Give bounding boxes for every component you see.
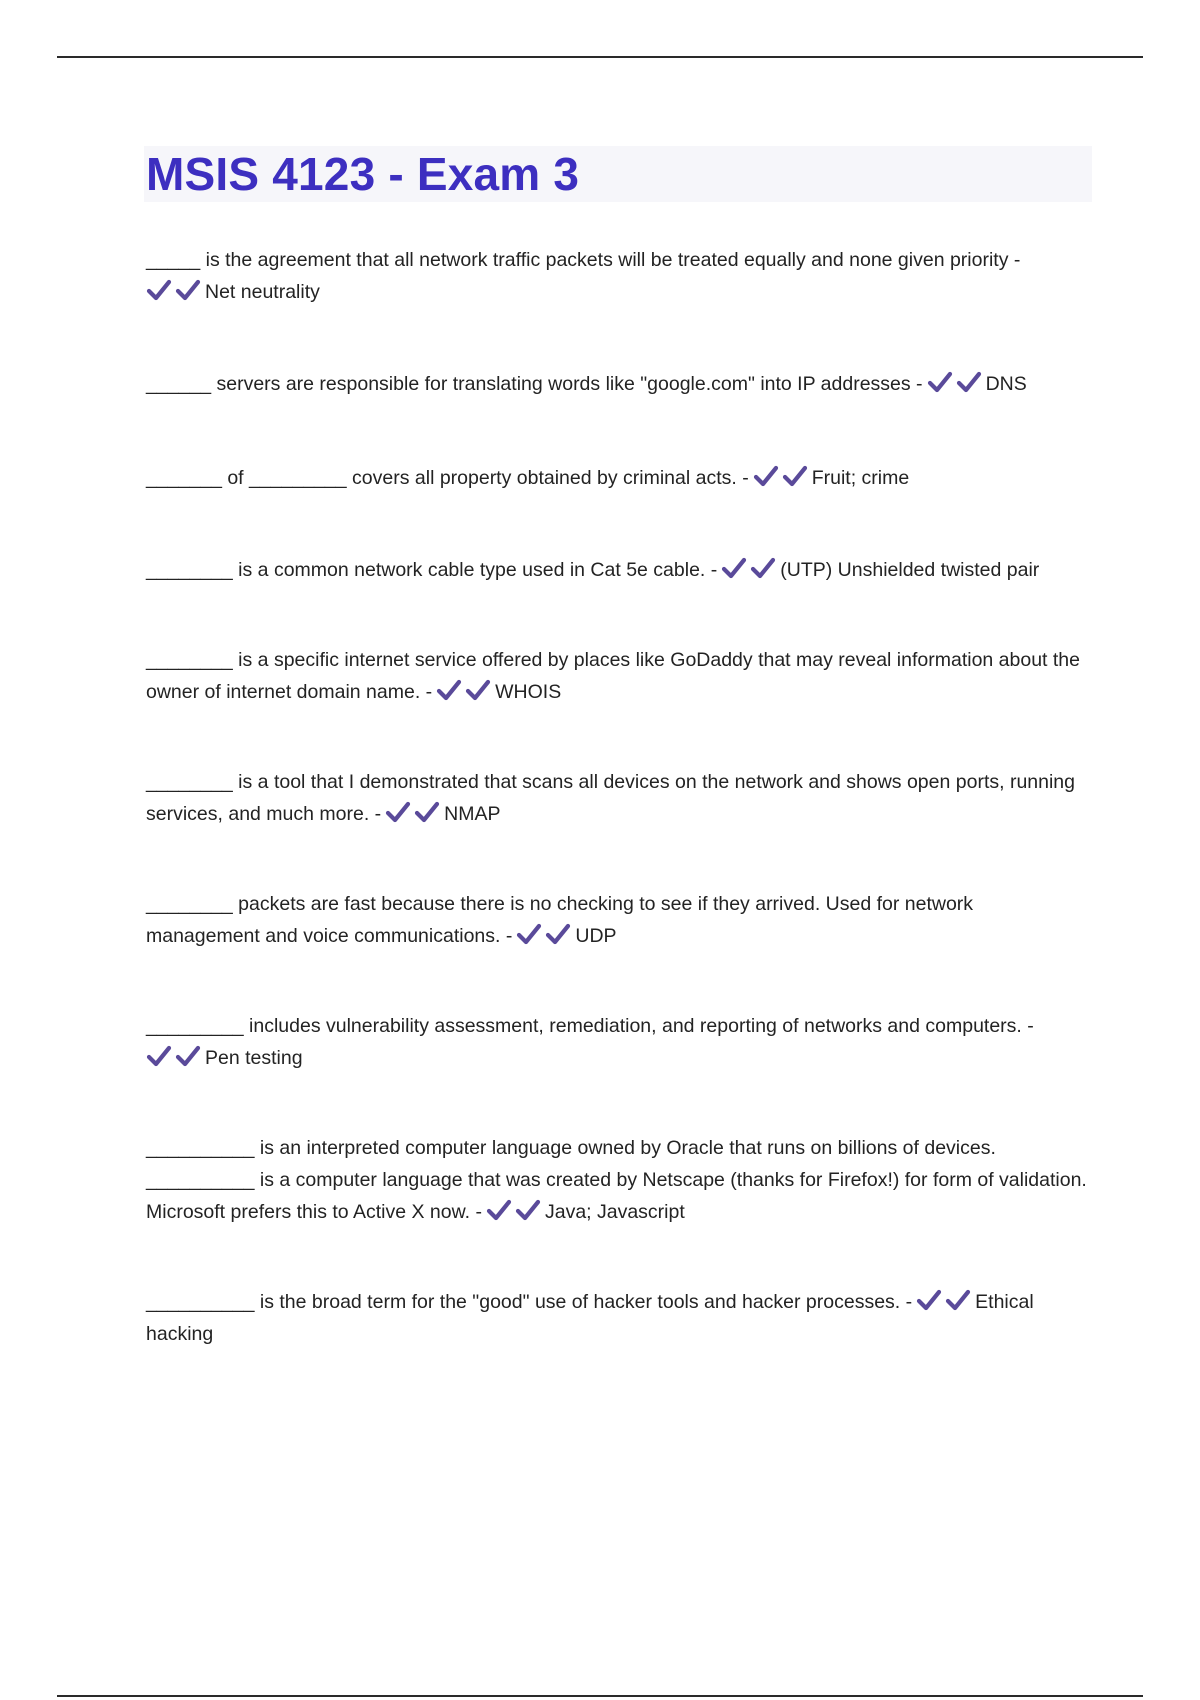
question-text: ______ servers are responsible for translating words like "google.com" into IP addresses - bbox=[146, 373, 923, 395]
check-icon bbox=[486, 1199, 512, 1221]
answer-text: Java; Javascript bbox=[544, 1201, 685, 1223]
check-icon bbox=[545, 923, 571, 945]
answer-text: UDP bbox=[575, 925, 617, 947]
check-icon bbox=[146, 1045, 172, 1067]
question-text: __________ is the broad term for the "good" use of hacker tools and hacker processes. - bbox=[146, 1291, 913, 1313]
check-icon bbox=[782, 465, 808, 487]
answer-marker bbox=[146, 279, 201, 301]
header-rule bbox=[57, 56, 1143, 58]
page-title: MSIS 4123 - Exam 3 bbox=[146, 148, 580, 200]
check-icon bbox=[175, 279, 201, 301]
qa-item bbox=[146, 766, 1091, 830]
answer-marker bbox=[916, 1289, 971, 1311]
answer-text: Pen testing bbox=[205, 1047, 303, 1069]
question-text: ________ is a specific internet service offered by places like GoDaddy that may reveal information about the owner of internet domain name. - bbox=[146, 649, 1081, 703]
answer-text: NMAP bbox=[444, 803, 501, 825]
question-text: ________ is a tool that I demonstrated that scans all devices on the network and shows open ports, running services, and much more. - bbox=[146, 771, 1076, 825]
question-text: _________ includes vulnerability assessment, remediation, and reporting of networks and computers. - bbox=[146, 1015, 1034, 1037]
check-icon bbox=[916, 1289, 942, 1311]
answer-text: DNS bbox=[985, 373, 1027, 395]
answer-text: Net neutrality bbox=[205, 281, 320, 303]
qa-item bbox=[146, 554, 1091, 586]
check-icon bbox=[465, 679, 491, 701]
check-icon bbox=[945, 1289, 971, 1311]
qa-item bbox=[146, 368, 1091, 400]
footer-rule bbox=[57, 1695, 1143, 1697]
check-icon bbox=[753, 465, 779, 487]
qa-item bbox=[146, 1010, 1091, 1074]
check-icon bbox=[436, 679, 462, 701]
answer-marker bbox=[927, 371, 982, 393]
question-text: _____ is the agreement that all network traffic packets will be treated equally and none given priority - bbox=[146, 249, 1021, 271]
answer-text: WHOIS bbox=[495, 681, 562, 703]
check-icon bbox=[750, 557, 776, 579]
question-text: _______ of _________ covers all property obtained by criminal acts. - bbox=[146, 467, 749, 489]
qa-item bbox=[146, 1286, 1091, 1350]
qa-item bbox=[146, 244, 1091, 308]
check-icon bbox=[146, 279, 172, 301]
answer-marker bbox=[385, 801, 440, 823]
check-icon bbox=[956, 371, 982, 393]
answer-marker bbox=[516, 923, 571, 945]
qa-item bbox=[146, 462, 1091, 494]
qa-list bbox=[146, 244, 1091, 1350]
check-icon bbox=[721, 557, 747, 579]
qa-item bbox=[146, 644, 1091, 708]
answer-marker bbox=[721, 557, 776, 579]
check-icon bbox=[516, 923, 542, 945]
check-icon bbox=[927, 371, 953, 393]
check-icon bbox=[515, 1199, 541, 1221]
answer-text: Fruit; crime bbox=[811, 467, 910, 489]
answer-marker bbox=[486, 1199, 541, 1221]
check-icon bbox=[385, 801, 411, 823]
question-text: __________ is an interpreted computer language owned by Oracle that runs on billions of devices. __________ is a computer language that was created by Netscape (thanks for Firefox!) for form of validation. Microsoft prefers this to Active X now. - bbox=[146, 1137, 1087, 1223]
answer-marker bbox=[146, 1045, 201, 1067]
qa-item bbox=[146, 1132, 1091, 1228]
answer-text: Ethical hacking bbox=[146, 1291, 1034, 1345]
qa-item bbox=[146, 888, 1091, 952]
check-icon bbox=[414, 801, 440, 823]
answer-marker bbox=[436, 679, 491, 701]
question-text: ________ packets are fast because there is no checking to see if they arrived. Used for network management and voice communications. - bbox=[146, 893, 974, 947]
question-text: ________ is a common network cable type used in Cat 5e cable. - bbox=[146, 559, 718, 581]
answer-text: (UTP) Unshielded twisted pair bbox=[780, 559, 1040, 581]
answer-marker bbox=[753, 465, 808, 487]
check-icon bbox=[175, 1045, 201, 1067]
